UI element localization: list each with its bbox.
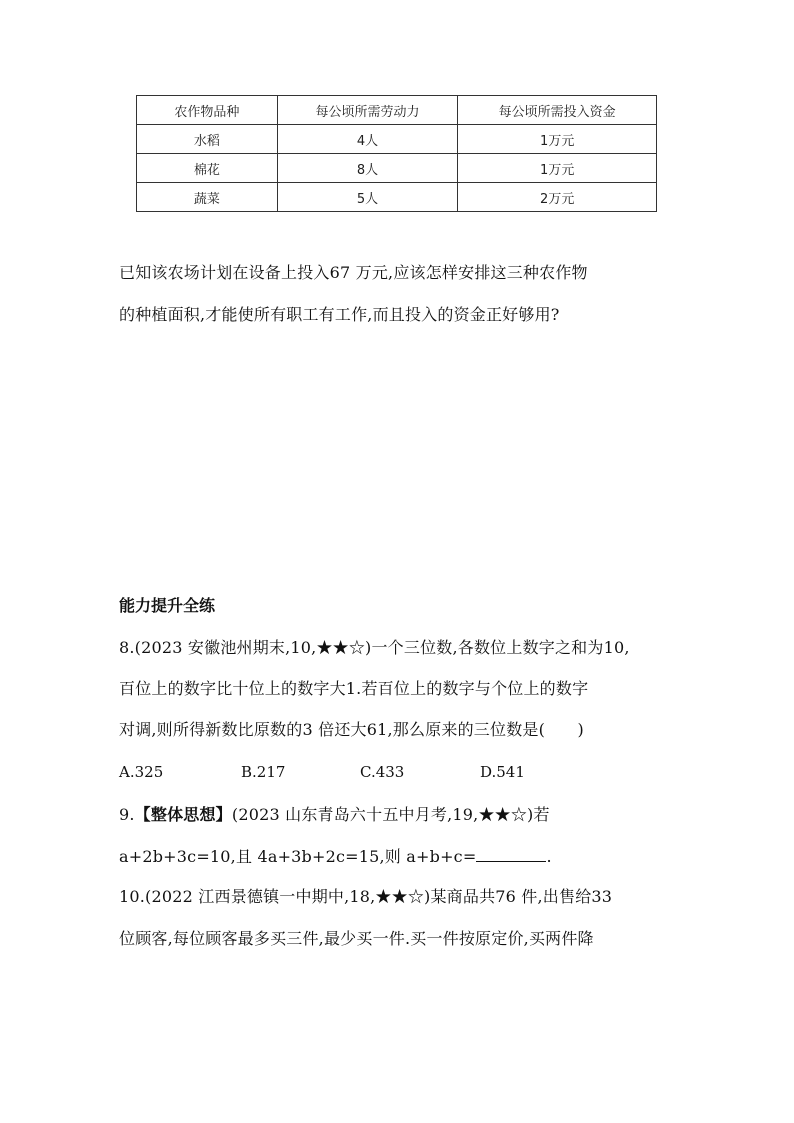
q8-option-d: D.541 xyxy=(480,763,525,781)
q8-line-1: 8.(2023 安徽池州期末,10,★★☆)一个三位数,各数位上数字之和为10, xyxy=(119,638,630,657)
q8-option-b: B.217 xyxy=(241,763,286,781)
header-funds-per-hectare: 每公顷所需投入资金 xyxy=(458,96,657,125)
table-cell: 8人 xyxy=(277,154,458,183)
q8-line-2: 百位上的数字比十位上的数字大1.若百位上的数字与个位上的数字 xyxy=(119,679,589,698)
table-cell: 棉花 xyxy=(137,154,278,183)
q9-line-2-end: . xyxy=(546,847,552,866)
table-cell: 4人 xyxy=(277,125,458,154)
table-row xyxy=(137,125,657,154)
q9-line-1 xyxy=(119,805,550,825)
table-cell: 1万元 xyxy=(458,154,657,183)
header-labor-per-hectare: 每公顷所需劳动力 xyxy=(277,96,458,125)
table-cell: 1万元 xyxy=(458,125,657,154)
table-cell: 5人 xyxy=(277,183,458,212)
header-crop-type: 农作物品种 xyxy=(137,96,278,125)
q8-option-c: C.433 xyxy=(360,763,405,781)
q9-number: 9. xyxy=(119,805,135,824)
table-row xyxy=(137,183,657,212)
q10-line-1: 10.(2022 江西景德镇一中期中,18,★★☆)某商品共76 件,出售给33 xyxy=(119,887,613,906)
q8-line-3: 对调,则所得新数比原数的3 倍还大61,那么原来的三位数是( ) xyxy=(119,720,584,739)
table-cell: 2万元 xyxy=(458,183,657,212)
table-cell: 蔬菜 xyxy=(137,183,278,212)
crop-requirements-table xyxy=(136,95,657,212)
q8-option-a: A.325 xyxy=(119,763,164,781)
table-header-row xyxy=(137,96,657,125)
q9-tag: 【整体思想】 xyxy=(134,805,232,824)
prev-question-line-2: 的种植面积,才能使所有职工有工作,而且投入的资金正好够用? xyxy=(119,305,560,324)
prev-question-line-1: 已知该农场计划在设备上投入67 万元,应该怎样安排这三种农作物 xyxy=(119,263,588,282)
table-row xyxy=(137,154,657,183)
answer-blank[interactable] xyxy=(476,846,546,862)
q10-line-2: 位顾客,每位顾客最多买三件,最少买一件.买一件按原定价,买两件降 xyxy=(119,929,594,948)
q9-equation: a+2b+3c=10,且 4a+3b+2c=15,则 a+b+c= xyxy=(119,847,477,866)
q9-line-2 xyxy=(119,846,552,867)
q9-line-1-rest: (2023 山东青岛六十五中月考,19,★★☆)若 xyxy=(231,805,550,824)
q8-options xyxy=(119,762,679,782)
section-heading: 能力提升全练 xyxy=(119,596,216,615)
table-cell: 水稻 xyxy=(137,125,278,154)
